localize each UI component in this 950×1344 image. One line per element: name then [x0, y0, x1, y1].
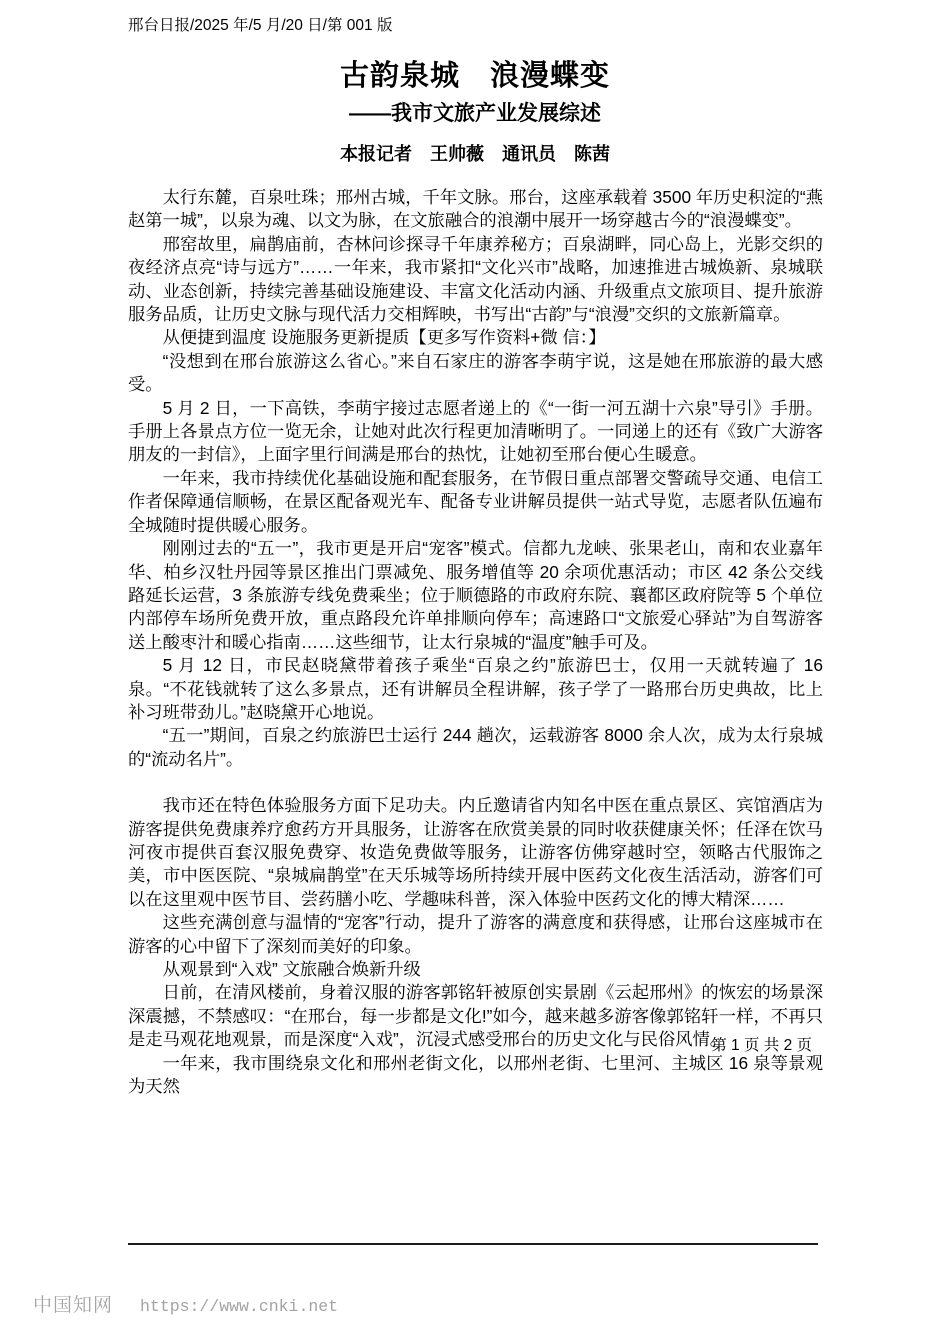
article-title: 古韵泉城 浪漫蝶变: [339, 60, 610, 92]
cnki-site-name: 中国知网: [33, 1295, 114, 1316]
cnki-watermark: [33, 1290, 338, 1317]
article-paragraph: 刚刚过去的“五一”，我市更是开启“宠客”模式。信都九龙峡、张果老山，南和农业嘉年华、柏乡汉牡丹园等景区推出门票减免、服务增值等 20 余项优惠活动；市区 42 条公交线路延长运营，3 条旅游专线免费乘坐；位于顺德路的市政府东院、襄都区政府院等 5 个单位内部停车场所免费开放，重点路段允许单排顺向停车；高速路口“文旅爱心驿站”为自驾游客送上酸枣汁和暖心指南……这些细节，让太行泉城的“温度”触手可及。: [128, 538, 823, 652]
cnki-site-url: https://www.cnki.net: [140, 1297, 339, 1316]
article-paragraph: 一年来，我市围绕泉文化和邢州老街文化，以邢州老街、七里河、主城区 16 泉等景观为天然: [128, 1052, 823, 1097]
article-paragraph: 日前，在清风楼前，身着汉服的游客郭铭轩被原创实景剧《云起邢州》的恢宏的场景深深震撼，不禁感叹：“在邢台，每一步都是文化!”如今，越来越多游客像郭铭轩一样，不再只是走马观花地观景，而是深度“入戏”，沉浸式感受邢台的历史文化与民俗风情。: [128, 982, 823, 1050]
article-paragraph: 一年来，我市持续优化基础设施和配套服务，在节假日重点部署交警疏导交通、电信工作者保障通信顺畅，在景区配备观光车、配备专业讲解员提供一站式导览，志愿者队伍遍布全城随时提供暖心服务。: [128, 467, 823, 535]
masthead: 邢台日报/2025 年/5 月/20 日/第 001 版: [128, 17, 393, 34]
byline: 本报记者 王帅薇 通讯员 陈茜: [340, 144, 610, 164]
section-heading: 从观景到“入戏” 文旅融合焕新升级: [162, 959, 421, 979]
article-paragraph: 太行东麓，百泉吐珠；邢州古城，千年文脉。邢台，这座承载着 3500 年历史积淀的“燕赵第一城”，以泉为魂、以文为脉，在文旅融合的浪潮中展开一场穿越古今的“浪漫蝶变”。: [128, 187, 823, 231]
footer-divider-line: [128, 1243, 818, 1245]
page-number: 第 1 页 共 2 页: [711, 1037, 812, 1054]
article-paragraph: 我市还在特色体验服务方面下足功夫。内丘邀请省内知名中医在重点景区、宾馆酒店为游客提供免费康养疗愈药方开具服务，让游客在欣赏美景的同时收获健康关怀；任泽在饮马河夜市提供百套汉服免费穿、妆造免费做等服务，让游客仿佛穿越时空，领略古代服饰之美，市中医医院、“泉城扁鹊堂”在天乐城等场所持续开展中医药文化夜生活活动，游客们可以在这里观中医节目、尝药膳小吃、学趣味科普，深入体验中医药文化的博大精深……: [128, 795, 823, 909]
article-paragraph: “没想到在邢台旅游这么省心。”来自石家庄的游客李萌宇说，这是她在邢旅游的最大感受。: [128, 350, 823, 395]
article-paragraph: “五一”期间，百泉之约旅游巴士运行 244 趟次，运载游客 8000 余人次，成为太行泉城的“流动名片”。: [128, 725, 823, 769]
article-body: [128, 186, 823, 1098]
title-block: [0, 58, 950, 127]
article-paragraph: 邢窑故里，扁鹊庙前，杏林问诊探寻千年康养秘方；百泉湖畔，同心岛上，光影交织的夜经济点亮“诗与远方”……一年来，我市紧扣“文化兴市”战略，加速推进古城焕新、泉城联动、业态创新，持续完善基础设施建设、丰富文化活动内涵、升级重点文旅项目、提升旅游服务品质，让历史文脉与现代活力交相辉映，书写出“古韵”与“浪漫”交织的文旅新篇章。: [128, 233, 823, 325]
article-subtitle: ——我市文旅产业发展综述: [349, 102, 601, 125]
section-heading: 从便捷到温度 设施服务更新提质【更多写作资料+微 信：】: [162, 327, 606, 348]
article-paragraph: 5 月 12 日，市民赵晓黛带着孩子乘坐“百泉之约”旅游巴士，仅用一天就转遍了 16 泉。“不花钱就转了这么多景点，还有讲解员全程讲解，孩子学了一路邢台历史典故，比上补习班带劲儿。”赵晓黛开心地说。: [128, 655, 823, 722]
article-paragraph: 这些充满创意与温情的“宠客”行动，提升了游客的满意度和获得感，让邢台这座城市在游客的心中留下了深刻而美好的印象。: [128, 912, 823, 956]
article-paragraph: 5 月 2 日，一下高铁，李萌宇接过志愿者递上的《“一街一河五湖十六泉”导引》手册。手册上各景点方位一览无余，让她对此次行程更加清晰明了。一同递上的还有《致广大游客朋友的一封信》，上面字里行间满是邢台的热忱，让她初至邢台便心生暖意。: [128, 397, 823, 465]
